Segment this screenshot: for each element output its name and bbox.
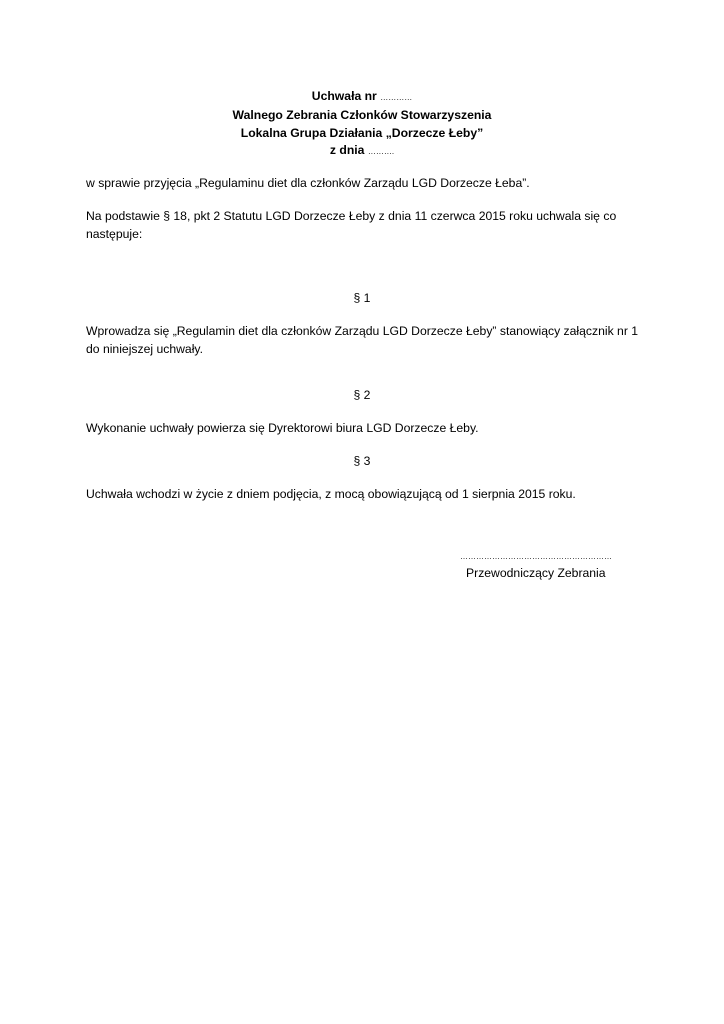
section-3-heading: § 3 xyxy=(353,454,371,468)
legal-basis-line-1: Na podstawie § 18, pkt 2 Statutu LGD Dorzecze Łeby z dnia 11 czerwca 2015 roku uchwala się co xyxy=(86,209,617,223)
section-2-heading: § 2 xyxy=(353,388,371,402)
section-1-line-1: Wprowadza się „Regulamin diet dla członków Zarządu LGD Dorzecze Łeby” stanowiący załącznik nr 1 xyxy=(86,324,639,338)
resolution-title xyxy=(0,88,724,106)
section-1-heading: § 1 xyxy=(353,291,371,305)
assembly-name: Walnego Zebrania Członków Stowarzyszenia xyxy=(232,108,492,122)
section-2-line-1: Wykonanie uchwały powierza się Dyrektorowi biura LGD Dorzecze Łeby. xyxy=(86,421,479,435)
signature-line: ………………………………………………… xyxy=(460,552,612,561)
section-3-line-1: Uchwała wchodzi w życie z dniem podjęcia, z mocą obowiązującą od 1 sierpnia 2015 roku. xyxy=(86,487,576,501)
resolution-date-placeholder: ………. xyxy=(367,147,395,156)
resolution-date xyxy=(0,142,724,160)
resolution-date-label: z dnia xyxy=(329,143,365,157)
section-1-line-2: do niniejszej uchwały. xyxy=(86,342,203,356)
legal-basis-line-2: następuje: xyxy=(86,227,143,241)
resolution-subject: w sprawie przyjęcia „Regulaminu diet dla członków Zarządu LGD Dorzecze Łeba”. xyxy=(86,176,530,190)
organization-name: Lokalna Grupa Działania „Dorzecze Łeby” xyxy=(240,126,484,140)
signature-label: Przewodniczący Zebrania xyxy=(466,566,606,580)
resolution-number-placeholder: ………… xyxy=(380,93,413,102)
resolution-title-label: Uchwała nr xyxy=(311,89,377,103)
